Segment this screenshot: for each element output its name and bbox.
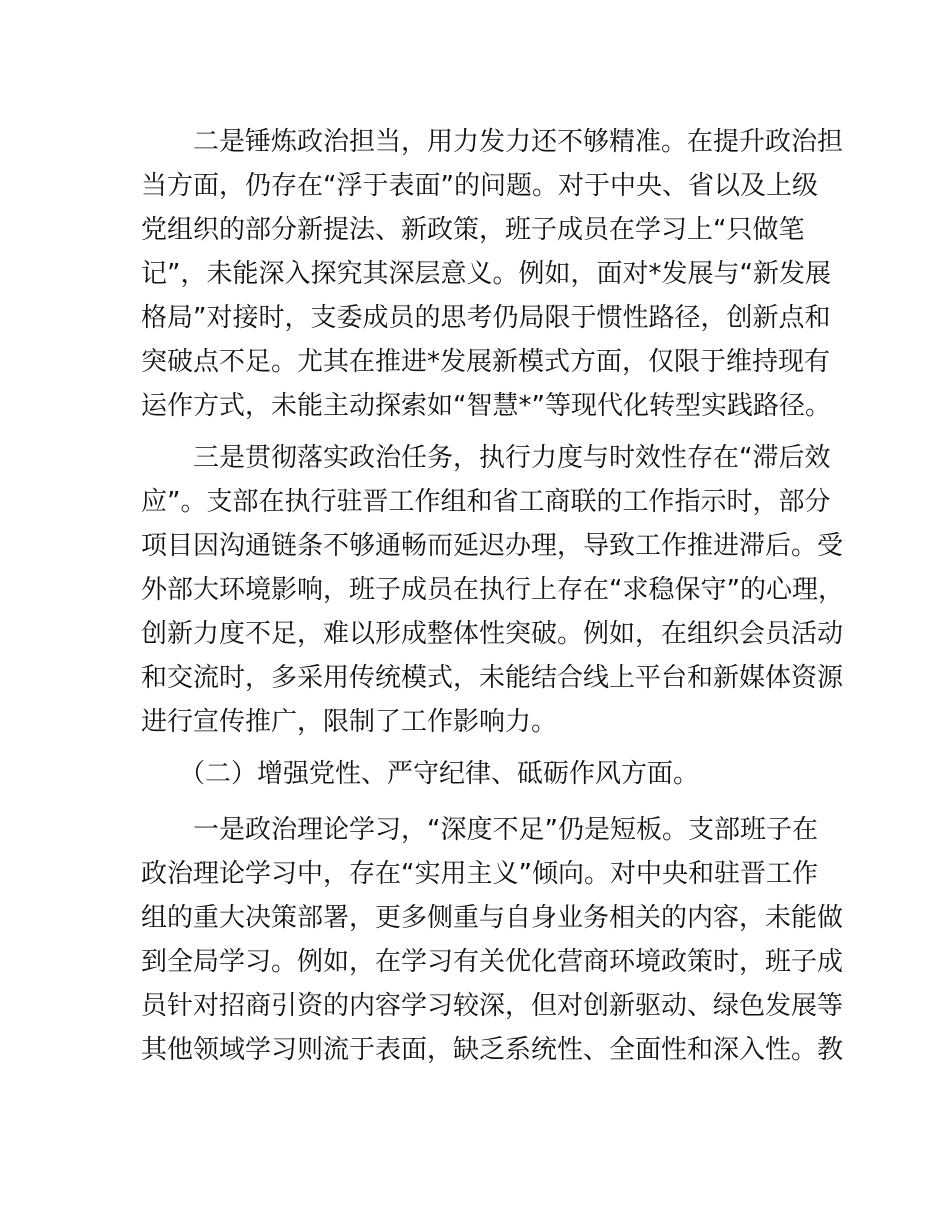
text-line: 党组织的部分新提法、新政策，班子成员在学习上“只做笔: [141, 215, 805, 245]
text-line: 和交流时，多采用传统模式，未能结合线上平台和新媒体资源: [141, 663, 844, 693]
text-line: 运作方式，未能主动探索如“智慧*”等现代化转型实践路径。: [141, 391, 831, 421]
section-heading-text: （二）增强党性、严守纪律、砥砺作风方面。: [179, 759, 700, 789]
paragraph-political-responsibility: [141, 120, 844, 428]
document-body: [141, 120, 844, 1072]
paragraph-theory-study: [141, 808, 844, 1072]
text-line: 记”，未能深入探究其深层意义。例如，面对*发展与“新发展: [141, 259, 831, 289]
text-line: 三是贯彻落实政治任务，执行力度与时效性存在“滞后效: [193, 443, 831, 473]
text-line: 应”。支部在执行驻晋工作组和省工商联的工作指示时，部分: [141, 487, 831, 517]
text-line: 项目因沟通链条不够通畅而延迟办理，导致工作推进滞后。受: [141, 531, 844, 561]
paragraph-spacer: [141, 796, 841, 808]
paragraph-spacer: [141, 428, 841, 436]
text-line: 组的重大决策部署，更多侧重与自身业务相关的内容，未能做: [141, 903, 844, 933]
paragraph-task-execution: [141, 436, 844, 744]
text-line: 其他领域学习则流于表面，缺乏系统性、全面性和深入性。教: [141, 1035, 844, 1065]
text-line: 一是政治理论学习，“深度不足”仍是短板。支部班子在: [193, 815, 818, 845]
text-line: 突破点不足。尤其在推进*发展新模式方面，仅限于维持现有: [141, 347, 831, 377]
text-line: 二是锤炼政治担当，用力发力还不够精准。在提升政治担: [193, 127, 844, 157]
text-line: 当方面，仍存在“浮于表面”的问题。对于中央、省以及上级: [141, 171, 818, 201]
text-line: 格局”对接时，支委成员的思考仍局限于惯性路径，创新点和: [141, 303, 831, 333]
text-line: 员针对招商引资的内容学习较深，但对创新驱动、绿色发展等: [141, 991, 844, 1021]
text-line: 外部大环境影响，班子成员在执行上存在“求稳保守”的心理，: [141, 575, 844, 605]
section-heading: [141, 752, 841, 796]
text-line: 到全局学习。例如，在学习有关优化营商环境政策时，班子成: [141, 947, 844, 977]
paragraph-spacer: [141, 744, 841, 752]
text-line: 进行宣传推广，限制了工作影响力。: [141, 707, 558, 737]
text-line: 创新力度不足，难以形成整体性突破。例如，在组织会员活动: [141, 619, 844, 649]
text-line: 政治理论学习中，存在“实用主义”倾向。对中央和驻晋工作: [141, 859, 818, 889]
